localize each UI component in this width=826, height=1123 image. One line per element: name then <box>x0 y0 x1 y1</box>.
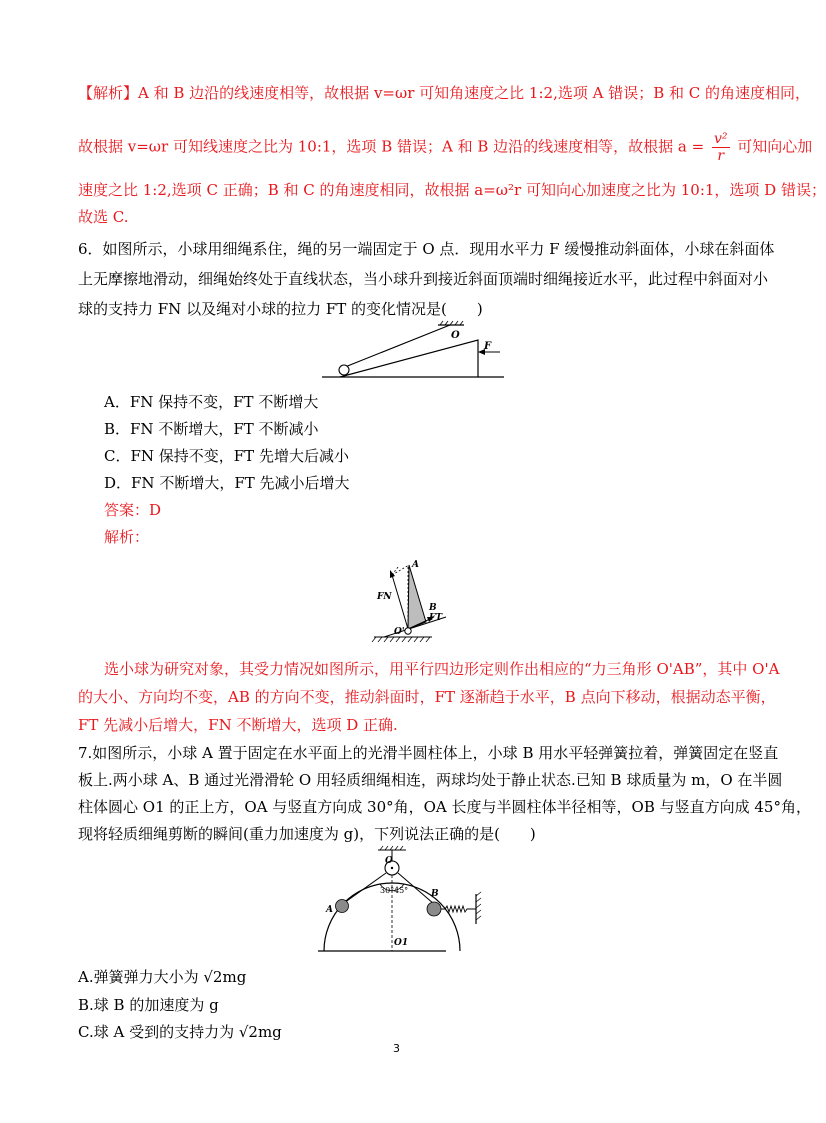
q7-option-b: B.球 B 的加速度为 g <box>78 996 219 1014</box>
q7-line-4: 现将轻质细绳剪断的瞬间(重力加速度为 g)，下列说法正确的是( ) <box>78 825 536 843</box>
q6-line-1: 6．如图所示，小球用细绳系住，绳的另一端固定于 O 点．现用水平力 F 缓慢推动斜面体，小球在斜面体 <box>78 240 775 258</box>
analysis-5-line-2 <box>78 131 812 164</box>
analysis-5-text-2: 故根据 v=ωr 可知线速度之比为 10:1，选项 B 错误；A 和 B 边沿的线速度相等，故根据 a = <box>78 137 705 156</box>
label-o1: O1 <box>394 938 409 948</box>
force-diagram <box>368 553 450 645</box>
q6-analysis-label: 解析： <box>104 528 150 546</box>
label-a: A <box>412 560 419 570</box>
q6-line-3: 球的支持力 FN 以及绳对小球的拉力 FT 的变化情况是( ) <box>78 300 483 318</box>
analysis-5-text-1: A 和 B 边沿的线速度相等，故根据 v=ωr 可知角速度之比 1:2,选项 A 错误；B 和 C 的角速度相同， <box>138 84 811 102</box>
analysis-bracket: 【解析】 <box>78 84 139 102</box>
semicylinder-figure <box>318 846 490 956</box>
incline-figure <box>318 320 508 384</box>
label-o-prime: O' <box>394 627 405 637</box>
q6-answer: 答案：D <box>104 501 162 519</box>
q7-line-3: 柱体圆心 O1 的正上方，OA 与竖直方向成 30°角，OA 长度与半圆柱体半径相等，OB 与竖直方向成 45°角， <box>78 798 811 816</box>
page-number: 3 <box>393 1042 400 1055</box>
q6-line-2: 上无摩擦地滑动，细绳始终处于直线状态，当小球升到接近斜面顶端时细绳接近水平，此过程中斜面对小 <box>78 270 769 288</box>
q6-explanation-1: 选小球为研究对象，其受力情况如图所示，用平行四边形定则作出相应的“力三角形 O'AB”，其中 O'A <box>104 660 780 678</box>
analysis-5-text-2b: 可知向心加 <box>737 137 813 156</box>
analysis-5-line-3: 速度之比 1:2,选项 C 正确；B 和 C 的角速度相同，故根据 a=ω²r 可知向心加速度之比为 10:1，选项 D 错误； <box>78 181 826 199</box>
label-ft: FT <box>429 613 443 623</box>
analysis-5-line-4: 故选 C. <box>78 208 129 226</box>
fraction-numerator: v² <box>713 131 728 147</box>
q6-explanation-2: 的大小、方向均不变，AB 的方向不变，推动斜面时，FT 逐渐趋于水平，B 点向下移动，根据动态平衡， <box>78 688 776 706</box>
label-ball-b: B <box>431 889 439 899</box>
label-pulley-o: O <box>385 856 393 866</box>
label-angle-30: 30° <box>380 886 395 895</box>
q6-option-a: A．FN 保持不变，FT 不断增大 <box>104 393 319 411</box>
label-f: F <box>484 341 492 352</box>
label-o: O <box>451 330 460 341</box>
q6-option-d: D．FN 不断增大，FT 先减小后增大 <box>104 474 350 492</box>
q7-line-1: 7.如图所示，小球 A 置于固定在水平面上的光滑半圆柱体上，小球 B 用水平轻弹簧拉着，弹簧固定在竖直 <box>78 744 779 762</box>
formula-fraction <box>712 131 730 164</box>
q6-explanation-3: FT 先减小后增大，FN 不断增大，选项 D 正确. <box>78 716 398 734</box>
label-fn: FN <box>377 592 392 602</box>
fraction-denominator: r <box>717 148 725 164</box>
q7-line-2: 板上.两小球 A、B 通过光滑滑轮 O 用轻质细绳相连，两球均处于静止状态.已知 B 球质量为 m，O 在半圆 <box>78 771 783 789</box>
q7-option-c: C.球 A 受到的支持力为 √2mg <box>78 1023 282 1041</box>
label-angle-45: 45° <box>394 886 409 895</box>
analysis-5-line-1 <box>78 83 810 103</box>
q6-option-c: C．FN 保持不变，FT 先增大后减小 <box>104 447 349 465</box>
q7-option-a: A.弹簧弹力大小为 √2mg <box>78 968 247 986</box>
label-ball-a: A <box>326 905 333 915</box>
q6-option-b: B．FN 不断增大，FT 不断减小 <box>104 420 319 438</box>
label-b: B <box>429 603 437 613</box>
